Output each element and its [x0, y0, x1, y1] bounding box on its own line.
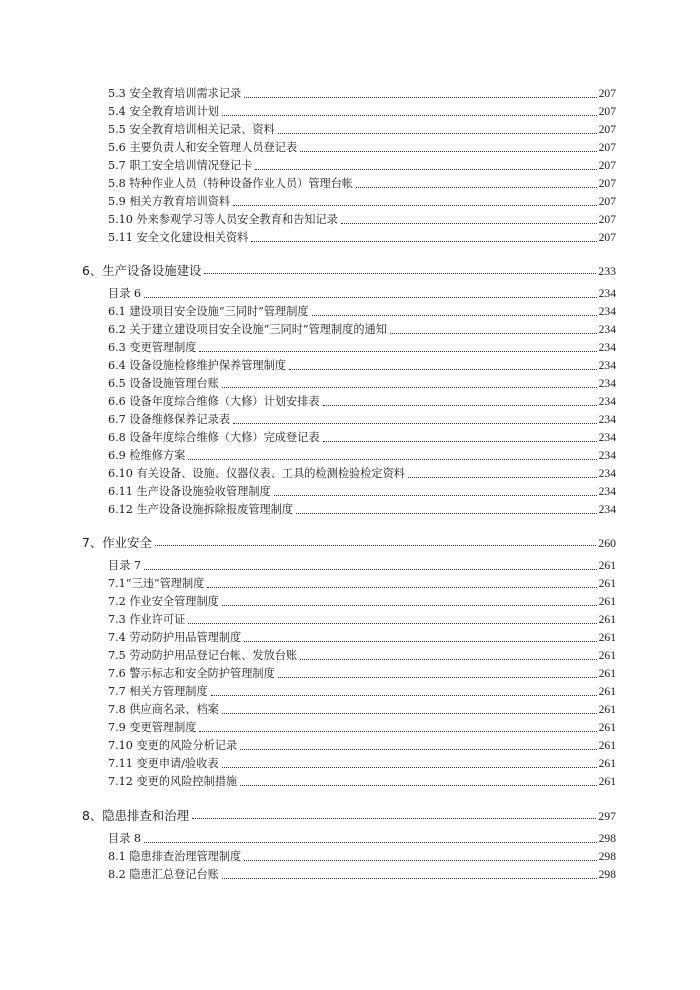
toc-entry-title: 7.1“三违”管理制度 — [108, 577, 205, 590]
toc-page-number: 261 — [598, 667, 616, 680]
toc-entry-title: 6.11 生产设备设施验收管理制度 — [108, 485, 271, 498]
toc-page-number: 234 — [598, 323, 616, 336]
dot-leader — [323, 404, 597, 406]
dot-leader — [289, 368, 597, 370]
toc-entry-title: 5.6 主要负责人和安全管理人员登记表 — [108, 141, 298, 154]
toc-page-number: 297 — [598, 809, 616, 823]
toc-entry[interactable] — [108, 753, 616, 771]
toc-entry-title: 6.10 有关设备、设施、仪器仪表、工具的检测检验检定资料 — [108, 467, 405, 480]
dot-leader — [296, 512, 597, 514]
toc-page-number: 234 — [598, 503, 616, 516]
toc-entry-title: 7.4 劳动防护用品管理制度 — [108, 631, 242, 644]
toc-page-number: 261 — [598, 685, 616, 698]
toc-page-number: 298 — [598, 868, 616, 881]
toc-page-number: 260 — [598, 536, 616, 550]
toc-page-number: 261 — [598, 703, 616, 716]
toc-page-number: 234 — [598, 305, 616, 318]
toc-page-number: 207 — [598, 141, 616, 154]
toc-page-number: 261 — [598, 613, 616, 626]
toc-entry[interactable] — [108, 463, 616, 481]
toc-entry[interactable] — [108, 191, 616, 209]
dot-leader — [144, 568, 597, 570]
toc-entry[interactable] — [108, 481, 616, 499]
dot-leader — [240, 748, 596, 750]
toc-entry-title: 6.6 设备年度综合维修（大修）计划安排表 — [108, 395, 320, 408]
toc-page-number: 298 — [598, 850, 616, 863]
toc-section-heading[interactable] — [82, 530, 616, 550]
toc-page-number: 233 — [598, 264, 616, 278]
toc-page-number: 207 — [598, 213, 616, 226]
toc-entry-title: 7.7 相关方管理制度 — [108, 685, 208, 698]
toc-entry-title: 7.3 作业许可证 — [108, 613, 186, 626]
toc-entry[interactable] — [108, 735, 616, 753]
dot-leader — [240, 784, 596, 786]
toc-entry-title: 5.10 外来参观学习等人员安全教育和告知记录 — [108, 213, 338, 226]
toc-entry[interactable] — [108, 137, 616, 155]
toc-page-number: 234 — [598, 467, 616, 480]
dot-leader — [222, 386, 597, 388]
toc-page-number: 234 — [598, 431, 616, 444]
toc-entry-title: 8、隐患排查和治理 — [82, 808, 190, 823]
toc-entry-title: 目录 7 — [108, 559, 142, 572]
toc-page-number: 234 — [598, 413, 616, 426]
toc-entry-title: 6.12 生产设备设施拆除报废管理制度 — [108, 503, 294, 516]
dot-leader — [207, 586, 596, 588]
dot-leader — [233, 422, 597, 424]
toc-page-number: 261 — [598, 649, 616, 662]
toc-entry-title: 7.12 变更的风险控制措施 — [108, 775, 238, 788]
toc-entry[interactable] — [108, 717, 616, 735]
toc-entry-title: 6.7 设备维修保养记录表 — [108, 413, 231, 426]
toc-page-number: 207 — [598, 105, 616, 118]
dot-leader — [255, 168, 596, 170]
toc-entry-title: 5.4 安全教育培训计划 — [108, 105, 219, 118]
toc-entry-title: 目录 8 — [108, 832, 142, 845]
toc-entry-title: 7.5 劳动防护用品登记台帐、发放台账 — [108, 649, 298, 662]
toc-page-number: 261 — [598, 595, 616, 608]
toc-entry[interactable] — [108, 445, 616, 463]
toc-entry-title: 6.1 建设项目安全设施“三同时”管理制度 — [108, 305, 309, 318]
toc-entry[interactable] — [108, 699, 616, 717]
dot-leader — [278, 676, 597, 678]
toc-entry-title: 6、生产设备设施建设 — [82, 263, 202, 278]
toc-entry[interactable] — [108, 864, 616, 882]
toc-entry[interactable] — [108, 173, 616, 191]
toc-entry[interactable] — [108, 645, 616, 663]
dot-leader — [300, 150, 596, 152]
toc-page-number: 207 — [598, 159, 616, 172]
toc-entry[interactable] — [108, 627, 616, 645]
toc-entry-title: 7.11 变更申请/验收表 — [108, 757, 219, 770]
dot-leader — [390, 332, 597, 334]
toc-entry[interactable] — [108, 427, 616, 445]
dot-leader — [199, 730, 596, 732]
dot-leader — [341, 222, 597, 224]
toc-entry[interactable] — [108, 391, 616, 409]
toc-page-number: 234 — [598, 395, 616, 408]
toc-entry[interactable] — [108, 101, 616, 119]
toc-entry-title: 5.5 安全教育培训相关记录、资料 — [108, 123, 275, 136]
toc-entry[interactable] — [108, 355, 616, 373]
dot-leader — [274, 494, 597, 496]
toc-entry[interactable] — [108, 591, 616, 609]
dot-leader — [188, 622, 596, 624]
dot-leader — [323, 440, 597, 442]
dot-leader — [300, 658, 596, 660]
toc-page-number: 234 — [598, 359, 616, 372]
toc-entry-title: 7.10 变更的风险分析记录 — [108, 739, 238, 752]
toc-entry[interactable] — [108, 301, 616, 319]
toc-entry[interactable] — [108, 337, 616, 355]
toc-entry[interactable] — [108, 155, 616, 173]
dot-leader — [222, 114, 597, 116]
toc-entry[interactable] — [108, 499, 616, 517]
dot-leader — [144, 296, 597, 298]
toc-entry[interactable] — [108, 846, 616, 864]
toc-page-number: 261 — [598, 577, 616, 590]
dot-leader — [222, 766, 597, 768]
toc-entry[interactable] — [108, 209, 616, 227]
toc-page-number: 234 — [598, 377, 616, 390]
toc-entry-title: 7.8 供应商名录、档案 — [108, 703, 219, 716]
toc-entry[interactable] — [108, 227, 616, 245]
toc-section-heading[interactable] — [82, 258, 616, 278]
toc-entry[interactable] — [108, 681, 616, 699]
toc-entry-title: 7.9 变更管理制度 — [108, 721, 197, 734]
toc-entry-title: 5.9 相关方教育培训资料 — [108, 195, 231, 208]
dot-leader — [144, 841, 597, 843]
toc-entry[interactable] — [108, 409, 616, 427]
dot-leader — [155, 544, 596, 546]
toc-entry-title: 7、作业安全 — [82, 535, 152, 550]
toc-entry[interactable] — [108, 828, 616, 846]
toc-entry[interactable] — [108, 771, 616, 789]
toc-page-number: 207 — [598, 123, 616, 136]
toc-entry[interactable] — [108, 373, 616, 391]
dot-leader — [233, 204, 597, 206]
toc-page-number: 261 — [598, 757, 616, 770]
toc-entry[interactable] — [108, 119, 616, 137]
toc-page-number: 234 — [598, 449, 616, 462]
toc-entry-title: 6.3 变更管理制度 — [108, 341, 197, 354]
toc-entry-title: 6.4 设备设施检修维护保养管理制度 — [108, 359, 286, 372]
dot-leader — [204, 272, 596, 274]
toc-entry-title: 6.9 检维修方案 — [108, 449, 186, 462]
toc-entry[interactable] — [108, 609, 616, 627]
toc-entry[interactable] — [108, 663, 616, 681]
toc-page-number: 207 — [598, 195, 616, 208]
toc-entry-title: 6.5 设备设施管理台账 — [108, 377, 219, 390]
toc-page-number: 261 — [598, 559, 616, 572]
toc-page-number: 234 — [598, 287, 616, 300]
dot-leader — [244, 640, 596, 642]
toc-entry-title: 8.2 隐患汇总登记台账 — [108, 868, 219, 881]
dot-leader — [211, 694, 597, 696]
toc-section-heading[interactable] — [82, 803, 616, 823]
toc-page-number: 261 — [598, 739, 616, 752]
toc-entry-title: 5.3 安全教育培训需求记录 — [108, 87, 242, 100]
dot-leader — [312, 314, 597, 316]
toc-entry-title: 5.7 职工安全培训情况登记卡 — [108, 159, 253, 172]
toc-entry-title: 7.6 警示标志和安全防护管理制度 — [108, 667, 275, 680]
toc-entry[interactable] — [108, 319, 616, 337]
toc-entry-title: 5.8 特种作业人员（特种设备作业人员）管理台帐 — [108, 177, 354, 190]
dot-leader — [192, 817, 596, 819]
toc-entry-title: 6.2 关于建立建设项目安全设施“三同时”管理制度的通知 — [108, 323, 387, 336]
toc-page-number: 207 — [598, 87, 616, 100]
dot-leader — [244, 96, 596, 98]
dot-leader — [244, 859, 596, 861]
toc-page-number: 234 — [598, 485, 616, 498]
toc-entry-title: 7.2 作业安全管理制度 — [108, 595, 219, 608]
toc-page-number: 298 — [598, 832, 616, 845]
dot-leader — [278, 132, 597, 134]
toc-entry[interactable] — [108, 283, 616, 301]
toc-entry[interactable] — [108, 83, 616, 101]
dot-leader — [222, 604, 597, 606]
toc-page-number: 261 — [598, 631, 616, 644]
dot-leader — [188, 458, 596, 460]
toc-page-number: 207 — [598, 231, 616, 244]
toc-entry-title: 5.11 安全文化建设相关资料 — [108, 231, 249, 244]
toc-entry[interactable] — [108, 555, 616, 573]
toc-entry-title: 目录 6 — [108, 287, 142, 300]
toc-entry-title: 8.1 隐患排查治理管理制度 — [108, 850, 242, 863]
dot-leader — [222, 712, 597, 714]
toc-entry[interactable] — [108, 573, 616, 591]
toc-entry-title: 6.8 设备年度综合维修（大修）完成登记表 — [108, 431, 320, 444]
dot-leader — [408, 476, 597, 478]
toc-page-number: 261 — [598, 721, 616, 734]
toc-page-number: 207 — [598, 177, 616, 190]
dot-leader — [222, 877, 597, 879]
toc-page-number: 261 — [598, 775, 616, 788]
dot-leader — [199, 350, 596, 352]
dot-leader — [251, 240, 596, 242]
toc-page-number: 234 — [598, 341, 616, 354]
dot-leader — [356, 186, 597, 188]
